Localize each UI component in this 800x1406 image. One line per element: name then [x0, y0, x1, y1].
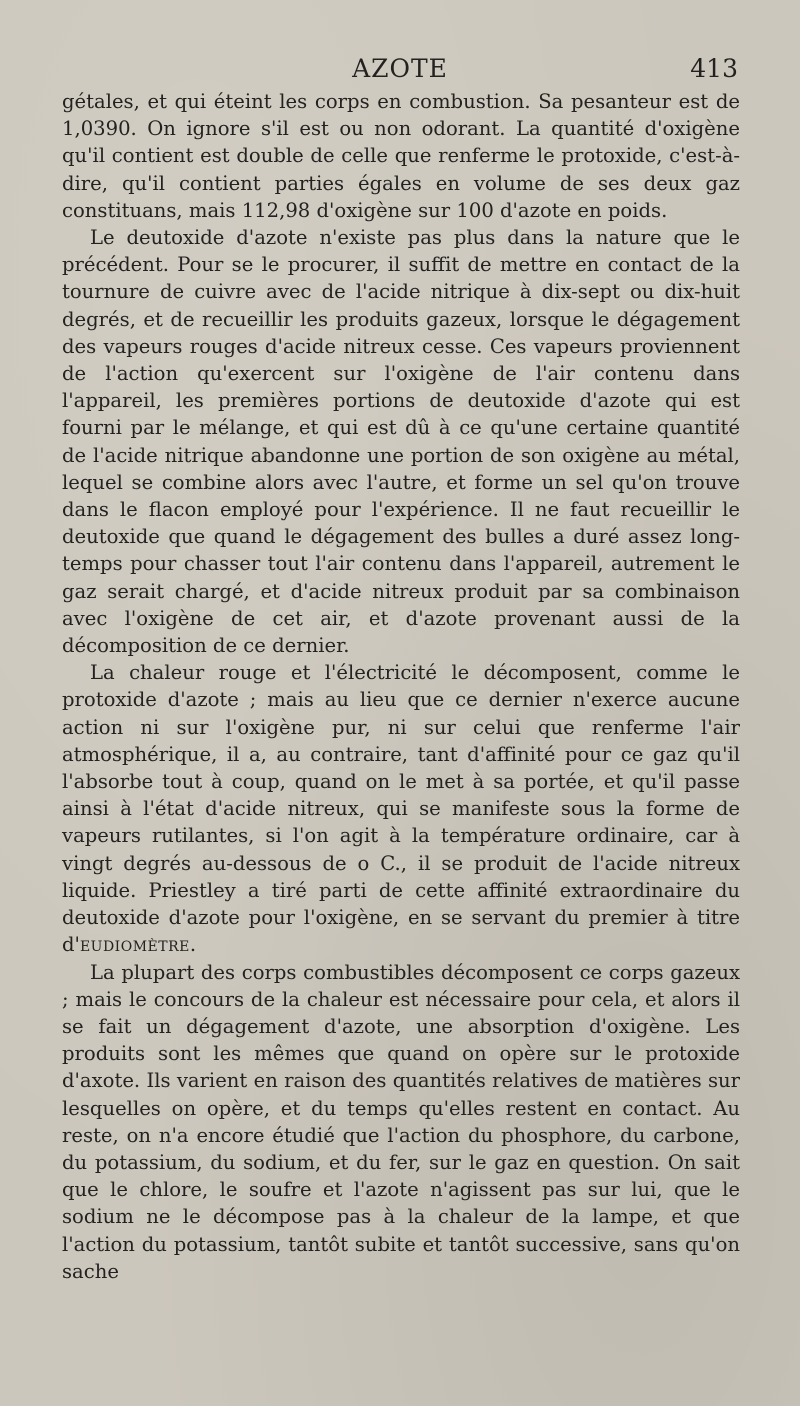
page-number: 413: [690, 54, 738, 83]
page-title: AZOTE: [352, 54, 448, 83]
eudiometre-term: eudiomètre: [79, 933, 190, 957]
paragraph-text: La chaleur rouge et l'électricité le décomposent, comme le protoxide d'azote ; mais au lieu que ce dernier n'exerce aucune action ni sur l'oxigène pur, ni sur celui que renferme l'air atmosphérique, il a, au contraire, tant d'affinité pour ce gaz qu'il l'absorbe tout à coup, quand on le met à sa portée, et qu'il passe ainsi à l'état d'acide nitreux, qui se manifeste sous la forme de vapeurs rutilantes, si l'on agit à la température ordinaire, car à vingt degrés au-dessous de o C., il se produit de l'acide nitreux liquide. Priestley a tiré parti de cette affinité extraordinaire du deutoxide d'azote pour l'oxigène, en se servant du premier à titre d': [62, 661, 740, 957]
paragraph-combustibles: La plupart des corps combustibles décomposent ce corps gazeux ; mais le concours de la chaleur est nécessaire pour cela, et alors il se fait un dégagement d'azote, une absorption d'oxigène. Les produits sont les mêmes que quand on opère sur le protoxide d'axote. Ils varient en raison des quantités relatives de matières sur lesquelles on opère, et du temps qu'elles restent en contact. Au reste, on n'a encore étudié que l'action du phosphore, du carbone, du potassium, du sodium, et du fer, sur le gaz en question. On sait que le chlore, le soufre et l'azote n'agissent pas sur lui, que le sodium ne le décompose pas à la chaleur de la lampe, et que l'action du potassium, tantôt subite et tantôt successive, sans qu'on sache: [62, 960, 740, 1283]
paragraph-continuation: gétales, et qui éteint les corps en combustion. Sa pesanteur est de 1,0390. On ignore s'il est ou non odorant. La quantité d'oxigène qu'il contient est double de celle que renferme le protoxide, c'est-à-dire, qu'il contient parties égales en volume de ses deux gaz constituans, mais 112,98 d'oxigène sur 100 d'azote en poids.: [62, 90, 740, 222]
paragraph-decomposition: [62, 659, 740, 958]
paragraph-deutoxide-preparation: Le deutoxide d'azote n'existe pas plus dans la nature que le précédent. Pour se le procurer, il suffit de mettre en contact de la tournure de cuivre avec de l'acide nitrique à dix-sept ou dix-huit degrés, et de recueillir les produits gazeux, lorsque le dégagement des vapeurs rouges d'acide nitreux cesse. Ces vapeurs proviennent de l'action qu'exercent sur l'oxigène de l'air contenu dans l'appareil, les premières portions de deutoxide d'azote qui est fourni par le mélange, et qui est dû à ce qu'une certaine quantité de l'acide nitrique abandonne une portion de son oxigène au métal, lequel se combine alors avec l'autre, et forme un sel qu'on trouve dans le flacon employé pour l'expérience. Il ne faut recueillir le deutoxide que quand le dégagement des bulles a duré assez long-temps pour chasser tout l'air contenu dans l'appareil, autrement le gaz serait chargé, et d'acide nitreux produit par sa combinaison avec l'oxigène de cet air, et d'azote provenant aussi de la décomposition de ce dernier.: [62, 226, 740, 658]
running-head: [62, 52, 738, 86]
paragraph-text-end: .: [189, 933, 197, 957]
body-text: [62, 88, 740, 1285]
